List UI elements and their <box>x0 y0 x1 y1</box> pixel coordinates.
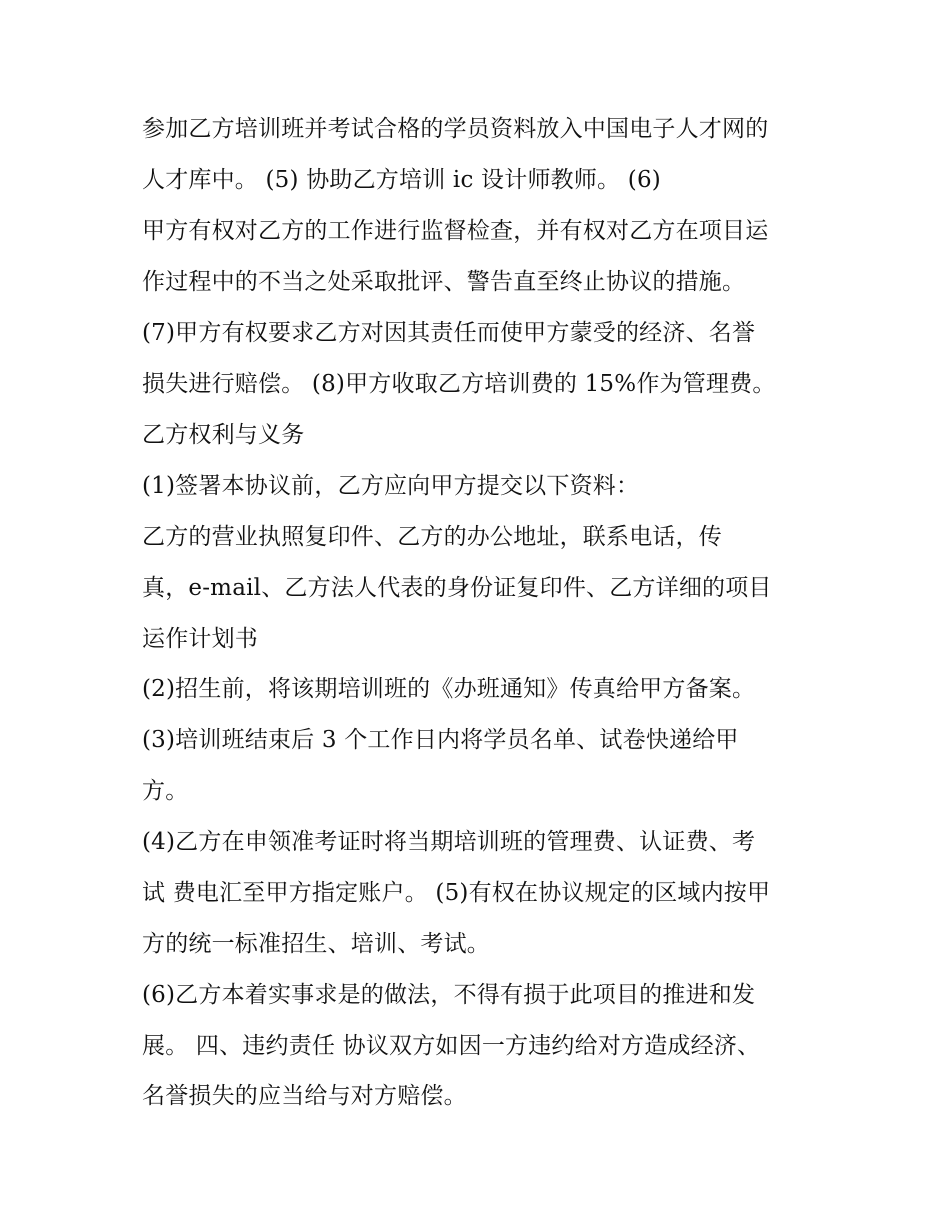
text-line: 参加乙方培训班并考试合格的学员资料放入中国电子人才网的 <box>142 116 769 142</box>
text-line: 真，e-mail、乙方法人代表的身份证复印件、乙方详细的项目 <box>142 575 772 601</box>
text-line: (4)乙方在申领准考证时将当期培训班的管理费、认证费、考 <box>142 829 756 855</box>
text-line: (6)乙方本着实事求是的做法，不得有损于此项目的推进和发 <box>142 982 756 1008</box>
text-line: (2)招生前，将该期培训班的《办班通知》传真给甲方备案。 <box>142 676 756 702</box>
text-line: 方。 <box>142 778 189 804</box>
text-line: (7)甲方有权要求乙方对因其责任而使甲方蒙受的经济、名誉 <box>142 320 756 346</box>
text-line: 展。 四、违约责任 协议双方如因一方违约给对方造成经济、 <box>142 1033 761 1059</box>
text-line: 方的统一标准招生、培训、考试。 <box>142 931 490 957</box>
section-heading: 乙方权利与义务 <box>142 422 305 448</box>
text-line: 乙方的营业执照复印件、乙方的办公地址，联系电话，传 <box>142 524 722 550</box>
text-line: 运作计划书 <box>142 626 258 652</box>
text-line: 甲方有权对乙方的工作进行监督检查，并有权对乙方在项目运 <box>142 218 769 244</box>
text-line: 人才库中。 (5) 协助乙方培训 ic 设计师教师。 (6) <box>142 167 661 193</box>
text-line: 损失进行赔偿。 (8)甲方收取乙方培训费的 15%作为管理费。 <box>142 371 776 397</box>
text-line: 名誉损失的应当给与对方赔偿。 <box>142 1083 467 1109</box>
text-line: 作过程中的不当之处采取批评、警告直至终止协议的措施。 <box>142 269 746 295</box>
text-line: (1)签署本协议前，乙方应向甲方提交以下资料： <box>142 473 640 499</box>
text-line: 试 费电汇至甲方指定账户。 (5)有权在协议规定的区域内按甲 <box>142 880 771 906</box>
text-line: (3)培训班结束后 3 个工作日内将学员名单、试卷快递给甲 <box>142 727 739 753</box>
